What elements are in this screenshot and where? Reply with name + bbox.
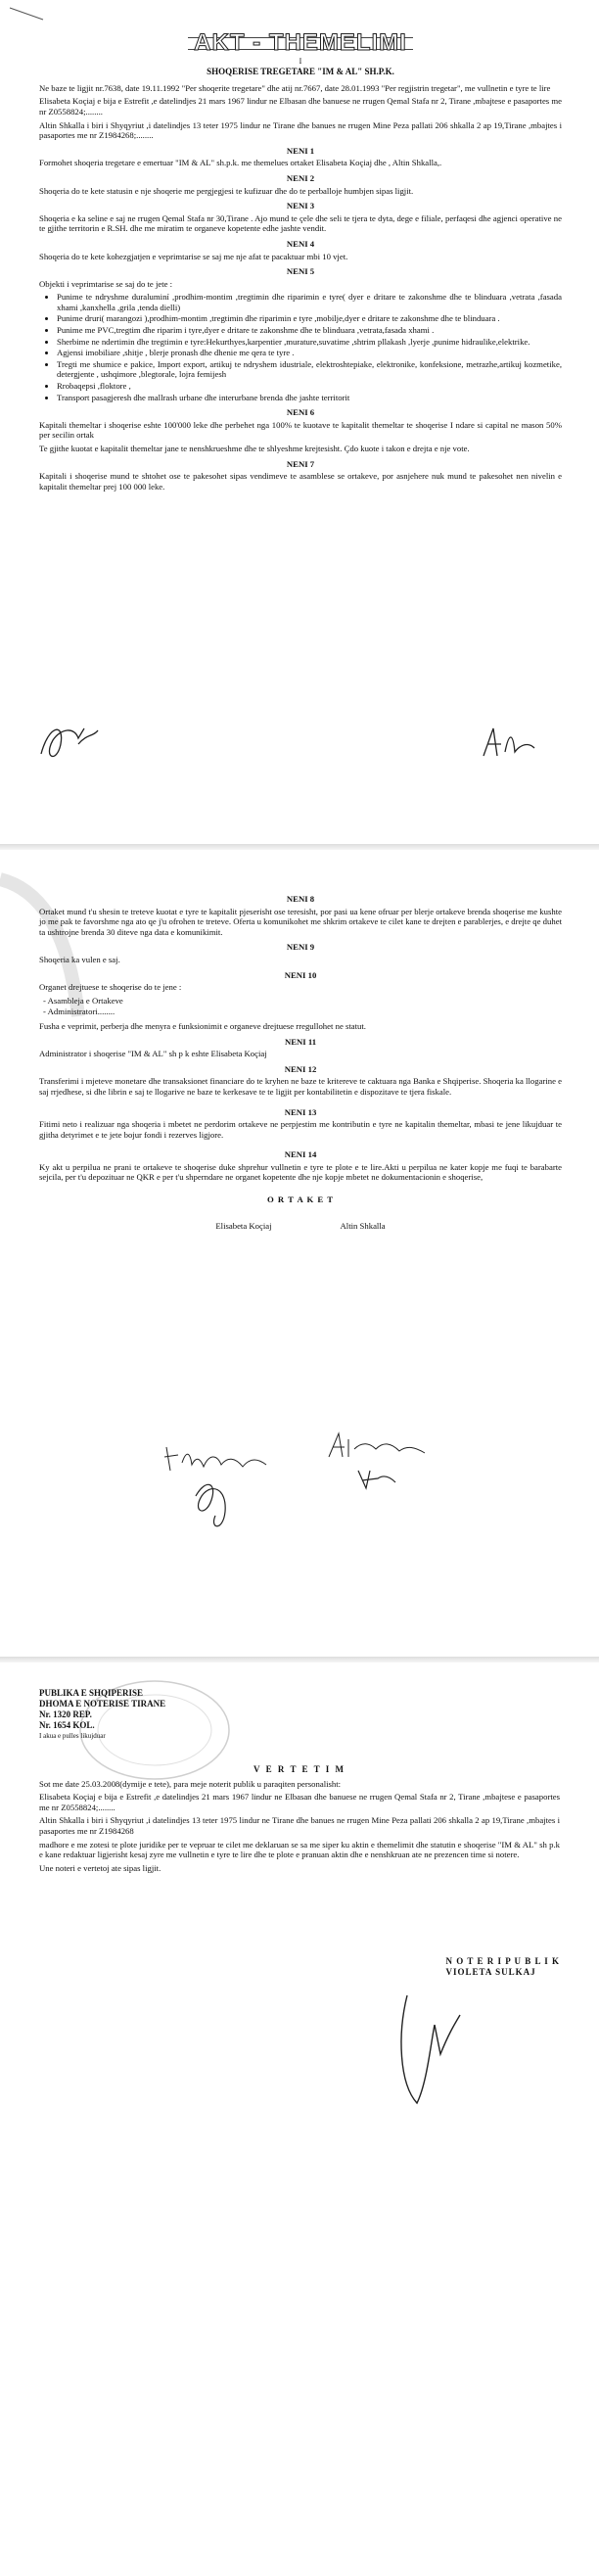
notary-block <box>446 1956 560 1978</box>
page-3-content <box>39 1760 560 1876</box>
signature-icon <box>323 1428 440 1496</box>
document-page-2 <box>0 850 599 1574</box>
document-page-3 <box>0 1663 599 2576</box>
intro-paragraph: Ne baze te ligjit nr.7638, date 19.11.1992 "Per shoqerite tregetare" dhe atij nr.7667, date 28.01.1993 "Per regjistrin tregetar", me vullnetin e tyre te lire <box>39 82 551 93</box>
page-1-content <box>39 29 562 494</box>
signature-icon <box>35 715 104 769</box>
notary-stamp <box>39 1688 165 1742</box>
neni-13-text: Fitimi neto i realizuar nga shoqeria i mbetet ne perdorim ortakeve ne perpjestim me kontributin e tyre ne kapitalin themeltar, mbasi te jene likujduar te gjitha detyrimet e te jete bojur fondi i rezerves ligjore. <box>39 1119 562 1140</box>
roman-numeral: I <box>299 56 302 66</box>
document-page-1 <box>0 0 599 783</box>
notary-title: N O T E R I P U B L I K <box>445 1956 560 1966</box>
page-2-content <box>39 889 562 1231</box>
list-item: • Punime me PVC,tregtim dhe riparim i tyre,dyer e dritare te zakonshme dhe te blinduara ,vetrata,fasada xhami . <box>57 325 562 336</box>
company-heading: SHOQERISE TREGETARE "IM & AL" SH.P.K. <box>207 67 394 77</box>
neni-4-title: NENI 4 <box>286 238 315 249</box>
verification-intro: Sot me date 25.03.2008(dymije e tete), para meje noterit publik u paraqiten personalisht: <box>39 1778 342 1789</box>
list-item: • Punime druri( marangozi ),prodhim-montim ,tregtimin dhe riparimin e tyre ,mobilje,dyer e dritare te zakonshme dhe te blinduara . <box>57 313 562 324</box>
neni-3-text: Shoqeria e ka seline e saj ne rrugen Qemal Stafa nr 30,Tirane . Ajo mund te çele dhe seli te tjera te dyta, dege e filiale, perfaqesi dhe agjenci operative ne te gjithe territorin e R.SH. dhe me miratim te organeve kopetente edhe jashte vendit. <box>39 212 562 234</box>
list-item: • Agjensi imobiliare ,shitje , blerje pronash dhe dhenie me qera te tyre . <box>57 348 562 358</box>
stamp-line: PUBLIKA E SHQIPERISE <box>39 1688 144 1698</box>
neni-4-text: Shoqeria do te kete kohezgjatjen e veprimtarise se saj me nje afat te pacaktuar mbi 10 vjet. <box>39 251 348 261</box>
list-item: • Rrobaqepsi ,floktore , <box>57 381 562 392</box>
list-item: • Punime te ndryshme duraluminí ,prodhim-montim ,tregtimin dhe riparimin e tyre( dyer e dritare te zakonshme dhe te blinduara ,vetrata ,fasada xhami ,kanxhella ,grila ,tenda dielli) <box>57 292 562 312</box>
neni-11-title: NENI 11 <box>284 1036 317 1047</box>
signature-icon <box>388 1986 476 2113</box>
neni-10-text: Fusha e veprimit, perberja dhe menyra e funksionimit e organeve drejtuese rregullohet ne statut. <box>39 1020 366 1031</box>
list-item: • Transport pasagjeresh dhe mallrash urbane dhe interurbane brenda dhe jashte territorit <box>57 393 562 403</box>
signatory-names <box>39 1221 562 1232</box>
notary-name: VIOLETA SULKAJ <box>445 1967 536 1977</box>
neni-8-text: Ortaket mund t'u shesin te treteve kuotat e tyre te kapitalit pjeserisht ose teresisht, por pasi ua kene ofruar per blerje ortakeve brenda shoqerise me kushte jo me pak te favorshme nga ato qe j'u ofrohen te treteve. Oferta u komunikohet me shkrim ortakeve te cilet kane te drejten e parablerjes, e drejte qe duhet ta ushtrojne brenda 30 diteve nga data e komunikimit. <box>39 906 562 937</box>
neni-10-intro: Organet drejtuese te shoqerise do te jene : <box>39 982 182 993</box>
neni-9-text: Shoqeria ka vulen e saj. <box>39 954 120 964</box>
neni-14-text: Ky akt u perpilua ne prani te ortakeve te shoqerise duke shprehur vullnetin e tyre te plote e te lire.Akti u perpilua ne kater kopje me fuqi te barabarte sejcila, per t'u depozituar ne QKR e per t'u shperndare ne organet kopetente dhe nje kopje mbetet ne dokumentacionin e shoqerise, <box>39 1161 562 1183</box>
neni-7-text: Kapitali i shoqerise mund te shtohet ose te pakesohet sipas vendimeve te asamblese se ortakeve, por asnjehere nuk mund te pakesohet nen nivelin e kapitalit themeltar prej 100 000 leke. <box>39 471 562 492</box>
stamp-line: Nr. 1320 REP. <box>39 1710 92 1719</box>
stamp-line: Nr. 1654 KOL. <box>39 1720 95 1730</box>
document-title: AKT - THEMELIMI <box>39 37 562 53</box>
neni-2-text: Shoqeria do te kete statusin e nje shoqerie me pergjegjesi te kufizuar dhe do te perballoje humbjen sipas ligjit. <box>39 185 414 196</box>
stamp-line: I akua e pulles likujduar <box>39 1732 106 1740</box>
neni-13-title: NENI 13 <box>284 1106 317 1117</box>
founder-1: Elisabeta Koçiaj e bija e Estrefit ,e datelindjes 21 mars 1967 lindur ne Elbasan dhe banuese ne rrugen Qemal Stafa nr 2, Tirane ,mbajtese e pasaportes me nr Z0558824;........ <box>39 96 562 117</box>
verification-title: V E R T E T I M <box>253 1764 346 1774</box>
neni-11-text: Administrator i shoqerise "IM & AL" sh p k eshte Elisabeta Koçiaj <box>39 1049 267 1059</box>
page-gap <box>0 783 599 850</box>
verification-person-1: Elisabeta Koçiaj e bija e Estrefit ,e datelindjes 21 mars 1967 lindur ne Elbasan dhe banuese ne rrugen Qemal Stafa nr 2, Tirane ,mbajtese e pasaportes me nr Z0558824;........ <box>39 1792 560 1812</box>
neni-7-title: NENI 7 <box>286 458 315 469</box>
neni-6-title: NENI 6 <box>286 407 315 418</box>
signatory-name: Elisabeta Koçiaj <box>215 1220 272 1231</box>
founder-2: Altin Shkalla i biri i Shyqyriut ,i datelindjes 13 teter 1975 lindur ne Tirane dhe banues ne rrugen Mine Peza pallati 206 shkalla 2 ap 19,Tirane ,mbajtes i pasaportes me nr Z1984268;........ <box>39 119 562 141</box>
list-item: - Administratori........ <box>43 1007 562 1017</box>
neni-10-title: NENI 10 <box>284 969 317 980</box>
signature-icon <box>157 1428 303 1545</box>
signatory-name: Altin Shkalla <box>340 1220 386 1231</box>
neni-8-title: NENI 8 <box>286 894 315 904</box>
neni-12-text: Transferimi i mjeteve monetare dhe transaksionet financiare do te kryhen ne baze te kritereve te caktuara nga Banka e Shqiperise. Shoqeria ka llogarine e saj rrjedhese, si dhe librin e saj te llogarive ne baze te kerkesave te te ligjit per kontabilitetin e dispozitave te tjera fiskale. <box>39 1076 562 1097</box>
neni-5-title: NENI 5 <box>286 266 315 277</box>
neni-14-title: NENI 14 <box>284 1149 317 1160</box>
signature-icon <box>476 723 544 767</box>
neni-2-title: NENI 2 <box>286 172 315 183</box>
list-item: - Asambleja e Ortakeve <box>43 996 562 1007</box>
neni-5-intro: Objekti i veprimtarise se saj do te jete : <box>39 278 173 289</box>
neni-6-text-a: Kapitali themeltar i shoqerise eshte 100'000 leke dhe perbehet nga 100% te kuotave te kapitalit themeltar te shoqerise I ndare si capital ne mason 50% per secilin ortak <box>39 419 562 441</box>
page-gap <box>0 1574 599 1663</box>
neni-3-title: NENI 3 <box>286 201 315 211</box>
list-item: • Sherbime ne ndertimin dhe tregtimin e tyre:Hekurthyes,karpentier ,murature,suvatime ,shtrim pllakash ,lyerje ,punime hidraulike,elektrike. <box>57 337 562 348</box>
ortaket-title: O R T A K E T <box>266 1194 335 1205</box>
neni-10-list <box>39 996 562 1017</box>
verification-declaration: madhore e me zotesi te plote juridike per te vepruar te cilet me deklaruan se sa me siper ku aktin e themelimit dhe statutin e shoqerise "IM & AL" sh p.k e kane redaktuar ligjerisht kesaj zyre me vullnetin e tyre te lire dhe te plote e pranuan aktin dhe e nenshkruan ate ne prezencen time si notere. <box>39 1839 560 1860</box>
neni-9-title: NENI 9 <box>286 942 315 953</box>
neni-1-title: NENI 1 <box>286 145 315 156</box>
verification-person-2: Altin Shkalla i biri i Shyqyriut ,i datelindjes 13 teter 1975 lindur ne Tirane dhe banues ne rrugen Mine Peza pallati 206 shkalla 2 ap 19,Tirane ,mbajtes i pasaportes me nr Z1984268 <box>39 1815 560 1836</box>
neni-5-list <box>39 292 562 402</box>
list-item: • Tregti me shumice e pakice, Import export, artikuj te ndryshem idustriale, elektroshtepiake, elektronike, konfeksione, metrazhe,artikuj kozmetike, detergjente , ushqimore ,blegtorale, lojra femijesh <box>57 359 562 380</box>
neni-12-title: NENI 12 <box>284 1063 317 1074</box>
corner-mark-icon <box>8 4 47 23</box>
verification-closing: Une noteri e vertetoj ate sipas ligjit. <box>39 1862 161 1873</box>
neni-6-text-b: Te gjithe kuotat e kapitalit themeltar jane te nenshkrueshme dhe te shlyeshme krejtesisht. Çdo kuote i takon e drejta e nje vote. <box>39 444 470 453</box>
stamp-line: DHOMA E NOTERISE TIRANE <box>39 1699 166 1709</box>
neni-1-text: Formohet shoqeria tregetare e emertuar "IM & AL" sh.p.k. me themelues ortaket Elisabeta Koçiaj dhe , Altin Shkalla,. <box>39 158 442 168</box>
